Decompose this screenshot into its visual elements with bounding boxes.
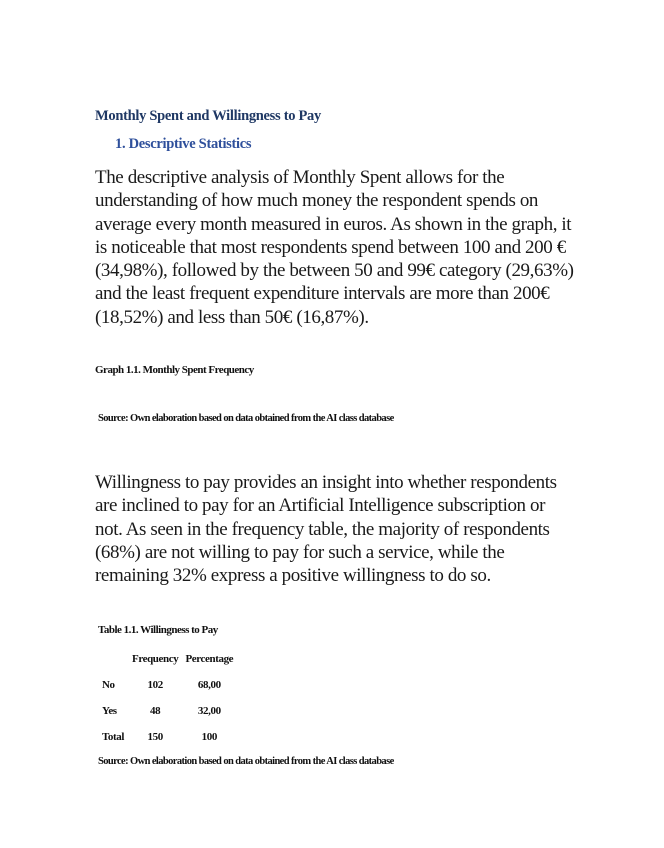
table-cell-percentage: 32,00 [197,705,221,717]
table-header-row [98,646,240,672]
table-row [98,698,240,724]
table-cell-percentage: 100 [201,731,217,743]
table-row [98,724,240,750]
table-source-note: Source: Own elaboration based on data obtained from the AI class database [98,756,394,767]
table-header-cell: Percentage [185,653,234,665]
table-row [98,672,240,698]
table-cell-frequency: 150 [147,731,163,743]
section-heading: 1. Descriptive Statistics [115,136,252,152]
table-caption: Table 1.1. Willingness to Pay [98,624,218,636]
table-header-cell [98,646,132,672]
table-row-label: Total [102,731,125,743]
table-cell-frequency: 48 [150,705,161,717]
graph-caption: Graph 1.1. Monthly Spent Frequency [95,364,254,376]
table-header-cell: Frequency [132,653,179,665]
table-cell-percentage: 68,00 [197,679,221,691]
graph-source-note: Source: Own elaboration based on data obtained from the AI class database [98,413,394,424]
table-row-label: Yes [102,705,117,717]
willingness-table [98,646,240,750]
document-title: Monthly Spent and Willingness to Pay [95,108,321,124]
paragraph-monthly-spent: The descriptive analysis of Monthly Spent allows for the understanding of how much money the respondent spends on average every month measured in euros. As shown in the graph, it is noticeable that most respondents spend between 100 and 200 € (34,98%), followed by the between 50 and 99€ category (29,63%) and the least frequent expenditure intervals are more than 200€ (18,52%) and less than 50€ (16,87%). [95,167,574,328]
paragraph-willingness: Willingness to pay provides an insight into whether respondents are inclined to pay for an Artificial Intelligence subscription or not. As seen in the frequency table, the majority of respondents (68%) are not willing to pay for such a service, while the remaining 32% express a positive willingness to do so. [95,472,557,587]
table-row-label: No [102,679,115,691]
table-cell-frequency: 102 [147,679,163,691]
